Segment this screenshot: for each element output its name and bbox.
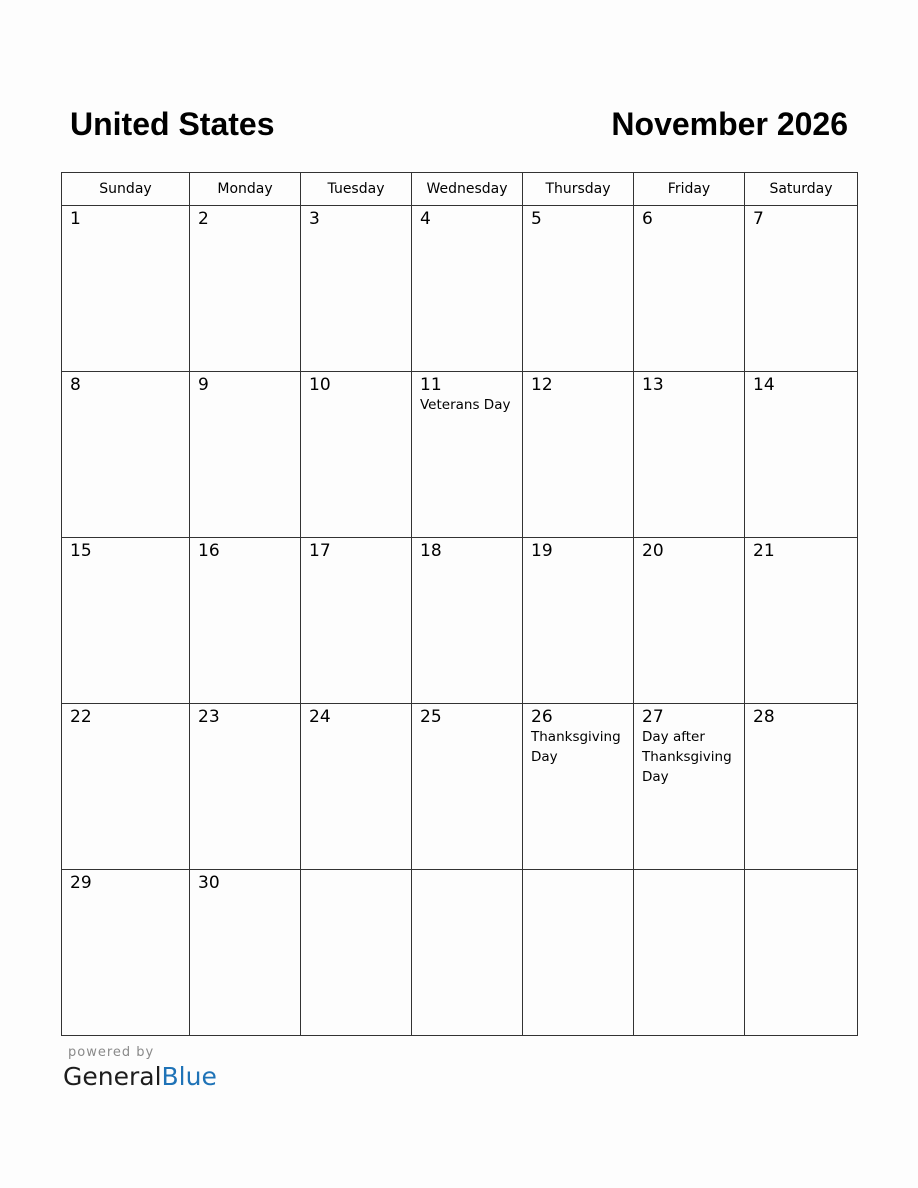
day-number: 11: [420, 375, 442, 395]
footer-branding: [63, 1045, 217, 1093]
day-number: 25: [420, 707, 442, 727]
day-number: 22: [70, 707, 92, 727]
day-number: 27: [642, 707, 664, 727]
weekday-tuesday: Tuesday: [301, 173, 412, 206]
day-number: 3: [309, 209, 320, 229]
day-cell: [62, 538, 190, 704]
calendar-week-row: [62, 870, 858, 1036]
day-number: 5: [531, 209, 542, 229]
day-cell: [190, 870, 301, 1036]
calendar-week-row: [62, 538, 858, 704]
day-cell: [301, 206, 412, 372]
day-number: [412, 870, 522, 873]
weekday-thursday: Thursday: [523, 173, 634, 206]
day-cell: [523, 704, 634, 870]
day-number: 13: [642, 375, 664, 395]
weekday-sunday: Sunday: [62, 173, 190, 206]
day-cell: [634, 206, 745, 372]
day-number: 30: [198, 873, 220, 893]
country-title: United States: [70, 106, 275, 142]
month-year-title: November 2026: [611, 106, 848, 142]
holiday-label: Thanksgiving Day: [531, 729, 621, 765]
day-number: 10: [309, 375, 331, 395]
day-cell: [301, 372, 412, 538]
day-cell: [634, 372, 745, 538]
calendar-grid: [61, 172, 858, 1036]
day-cell: [634, 704, 745, 870]
day-cell: [412, 538, 523, 704]
day-cell: [190, 704, 301, 870]
day-number: [523, 870, 633, 873]
brand-name-part1: General: [63, 1062, 162, 1091]
day-number: 9: [198, 375, 209, 395]
day-cell: [412, 372, 523, 538]
empty-day-cell: [745, 870, 858, 1036]
day-cell: [745, 206, 858, 372]
day-cell: [523, 538, 634, 704]
day-cell: [412, 704, 523, 870]
day-number: 20: [642, 541, 664, 561]
holiday-label: Day after Thanksgiving Day: [642, 729, 732, 785]
day-cell: [523, 372, 634, 538]
weekday-header-row: [62, 173, 858, 206]
day-number: 23: [198, 707, 220, 727]
day-number: 21: [753, 541, 775, 561]
brand-name-part2: Blue: [161, 1062, 217, 1091]
day-number: 26: [531, 707, 553, 727]
empty-day-cell: [301, 870, 412, 1036]
day-cell: [301, 538, 412, 704]
day-cell: [190, 538, 301, 704]
day-number: 24: [309, 707, 331, 727]
weekday-friday: Friday: [634, 173, 745, 206]
day-number: 29: [70, 873, 92, 893]
day-number: 15: [70, 541, 92, 561]
day-cell: [412, 206, 523, 372]
day-cell: [301, 704, 412, 870]
day-cell: [745, 372, 858, 538]
day-cell: [62, 704, 190, 870]
day-cell: [190, 206, 301, 372]
weekday-saturday: Saturday: [745, 173, 858, 206]
weekday-wednesday: Wednesday: [412, 173, 523, 206]
day-number: 2: [198, 209, 209, 229]
day-number: 28: [753, 707, 775, 727]
calendar-week-row: [62, 704, 858, 870]
day-cell: [190, 372, 301, 538]
day-number: 17: [309, 541, 331, 561]
generalblue-logo: [63, 1061, 217, 1093]
day-number: 12: [531, 375, 553, 395]
day-number: [634, 870, 744, 873]
day-number: [745, 870, 857, 873]
day-number: [301, 870, 411, 873]
powered-by-text: powered by: [68, 1045, 155, 1060]
day-number: 1: [70, 209, 81, 229]
day-number: 8: [70, 375, 81, 395]
empty-day-cell: [634, 870, 745, 1036]
day-cell: [62, 206, 190, 372]
day-number: 18: [420, 541, 442, 561]
calendar-week-row: [62, 372, 858, 538]
day-number: 14: [753, 375, 775, 395]
day-number: 16: [198, 541, 220, 561]
day-number: 6: [642, 209, 653, 229]
calendar-week-row: [62, 206, 858, 372]
day-number: 7: [753, 209, 764, 229]
day-cell: [745, 704, 858, 870]
weekday-monday: Monday: [190, 173, 301, 206]
empty-day-cell: [523, 870, 634, 1036]
holiday-label: Veterans Day: [420, 397, 511, 413]
day-cell: [62, 372, 190, 538]
day-cell: [523, 206, 634, 372]
day-number: 19: [531, 541, 553, 561]
day-cell: [634, 538, 745, 704]
day-cell: [745, 538, 858, 704]
day-cell: [62, 870, 190, 1036]
day-number: 4: [420, 209, 431, 229]
empty-day-cell: [412, 870, 523, 1036]
